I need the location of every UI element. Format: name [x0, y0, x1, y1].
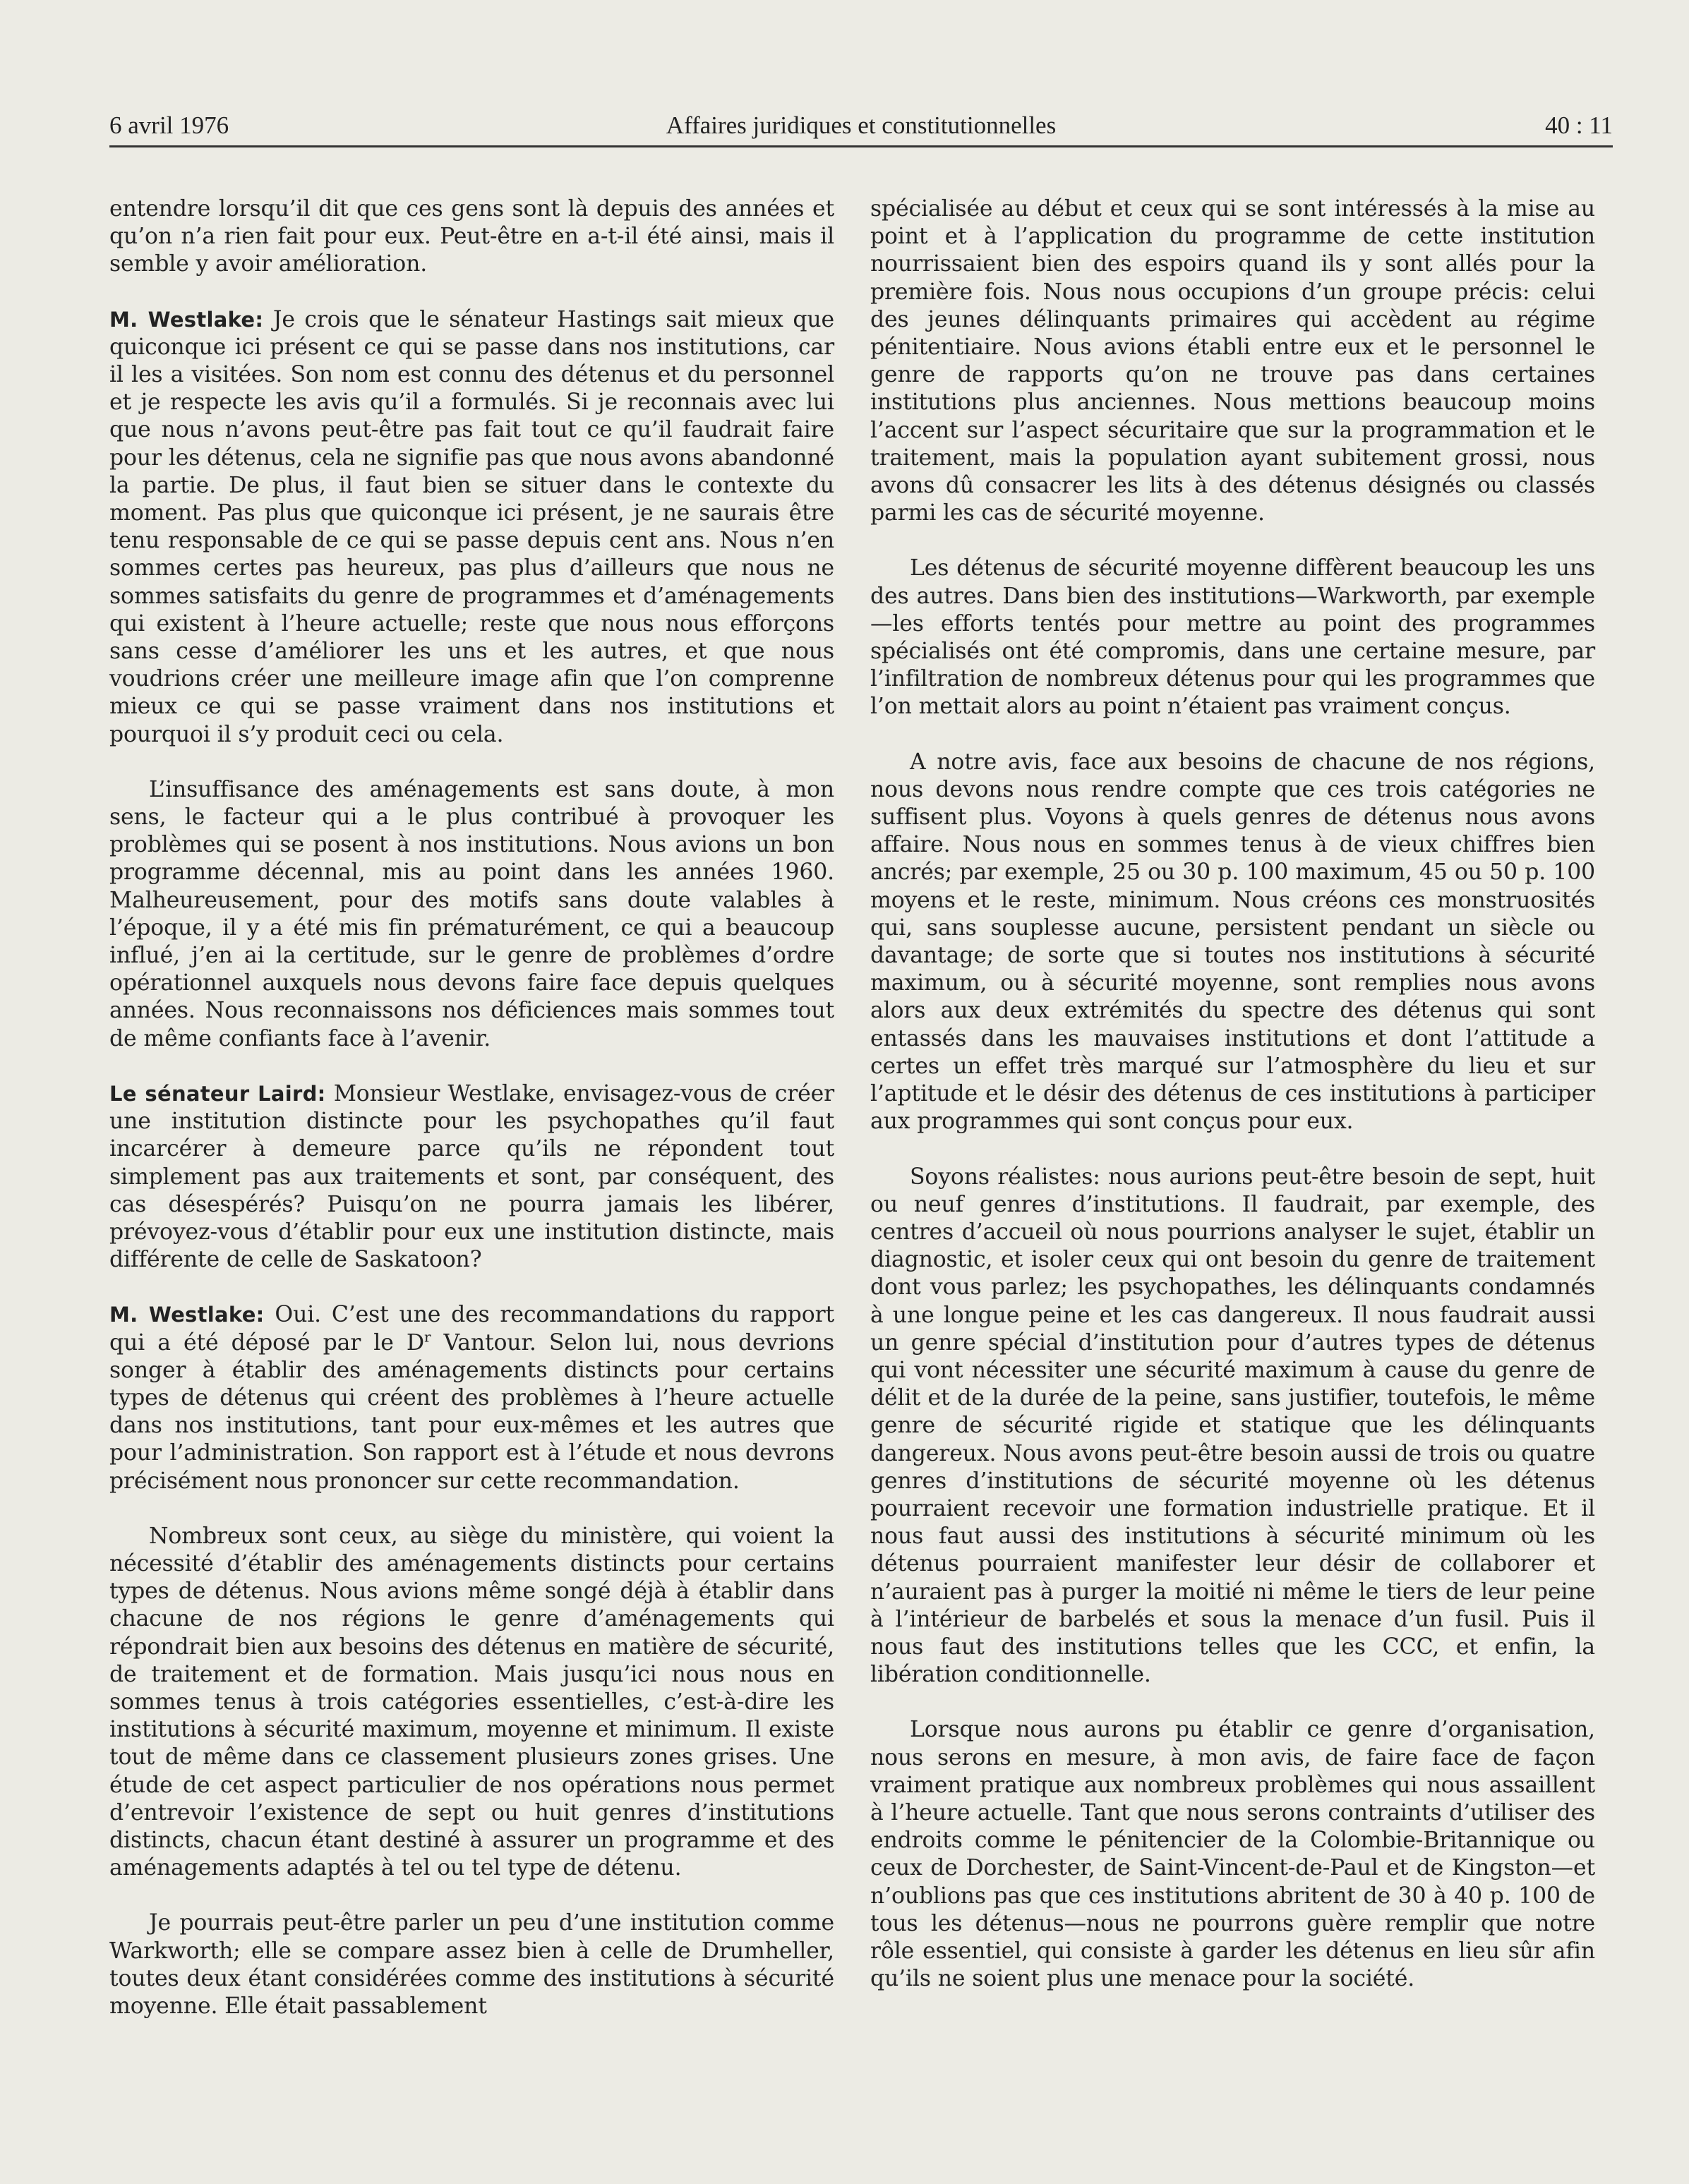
- paragraph: L’insuffisance des aménagements est sans doute, à mon sens, le facteur qui a le plus contribué à provoquer les problèmes qui se posent à nos institutions. Nous avions un bon programme décennal, mis au point dans les années 1960. Malheureusement, pour des motifs sans doute valables à l’époque, il y a été mis fin prématurément, ce qui a beaucoup influé, j’en ai la certitude, sur le genre de problèmes d’ordre opérationnel auxquels nous devons faire face depuis quelques années. Nous reconnaissons nos déficiences mais sommes tout de même confiants face à l’avenir.: [109, 776, 834, 1051]
- speech-text: Je crois que le sénateur Hastings sait mieux que quiconque ici présent ce qui se passe dans nos institutions, car il les a visitées. Son nom est connu des détenus et du personnel et je respecte les avis qu’il a formulés. Si je reconnais avec lui que nous n’avons peut-être pas fait tout ce qu’il faudrait faire pour les détenus, cela ne signifie pas que nous avons abandonné la partie. De plus, il faut bien se situer dans le contexte du moment. Pas plus que quiconque ici présent, je ne saurais être tenu responsable de ce qui se passe depuis cent ans. Nous n’en sommes certes pas heureux, pas plus d’ailleurs que nous ne sommes satisfaits du genre de programmes et d’aménagements qui existent à l’heure actuelle; reste que nous nous efforçons sans cesse d’améliorer les uns et les autres, et que nous voudrions créer une meilleure image afin que l’on comprenne mieux ce qui se passe vraiment dans nos institutions et pourquoi il s’y produit ceci ou cela.: [109, 306, 834, 747]
- paragraph: Les détenus de sécurité moyenne diffèrent beaucoup les uns des autres. Dans bien des institutions—Warkworth, par exemple—les efforts tentés pour mettre au point des programmes spécialisés ont été compromis, dans une certaine mesure, par l’infiltration de nombreux détenus pour qui les programmes que l’on mettait alors au point n’étaient pas vraiment conçus.: [870, 555, 1595, 720]
- superscript: r: [423, 1328, 431, 1346]
- speech-paragraph: [109, 306, 834, 749]
- paragraph: entendre lorsqu’il dit que ces gens sont là depuis des années et qu’on n’a rien fait pour eux. Peut-être en a-t-il été ainsi, mais il semble y avoir amélioration.: [109, 196, 834, 277]
- speech-paragraph: [109, 1080, 834, 1274]
- paragraph: spécialisée au début et ceux qui se sont intéressés à la mise au point et à l’application du programme de cette institution nourrissaient bien des espoirs quand ils y sont allés pour la première fois. Nous nous occupions d’un groupe précis: celui des jeunes délinquants primaires qui accèdent au régime pénitentiaire. Nous avions établi entre eux et le personnel le genre de rapports qu’on ne trouve pas dans certaines institutions plus anciennes. Nous mettions beaucoup moins l’accent sur l’aspect sécuritaire que sur la programmation et le traitement, mais la population ayant subitement grossi, nous avons dû consacrer les lits à des détenus désignés ou classés parmi les cas de sécurité moyenne.: [870, 196, 1595, 526]
- header-date: 6 avril 1976: [109, 111, 229, 139]
- speech-text: Monsieur Westlake, envisagez-vous de créer une institution distincte pour les psychopathes qu’il faut incarcérer à demeure parce qu’ils ne répondent tout simplement pas aux traitements et sont, par conséquent, des cas désespérés? Puisqu’on ne pourra jamais les libérer, prévoyez-vous d’établir pour eux une institution distincte, mais différente de celle de Saskatoon?: [109, 1080, 834, 1273]
- header-page-number: 40 : 11: [1545, 111, 1613, 139]
- speech-paragraph: [109, 1301, 834, 1495]
- running-header: [109, 111, 1613, 147]
- speaker-name: Le sénateur Laird:: [109, 1081, 326, 1106]
- speech-text: Oui. C’est une des recommandations du rapport qui a été déposé par le D: [109, 1302, 834, 1356]
- paragraph: Je pourrais peut-être parler un peu d’une institution comme Warkworth; elle se compare assez bien à celle de Drumheller, toutes deux étant considérées comme des institutions à sécurité moyenne. Elle était passablement: [109, 1910, 834, 2019]
- paragraph: Soyons réalistes: nous aurions peut-être besoin de sept, huit ou neuf genres d’institutions. Il faudrait, par exemple, des centres d’accueil où nous pourrions analyser le sujet, établir un diagnostic, et isoler ceux qui ont besoin du genre de traitement dont vous parlez; les psychopathes, les délinquants condamnés à une longue peine et les cas dangereux. Il nous faudrait aussi un genre spécial d’institution pour d’autres types de détenus qui vont nécessiter une sécurité maximum à cause du genre de délit et de la durée de la peine, sans justifier, toutefois, le même genre de sécurité rigide et statique que les délinquants dangereux. Nous avons peut-être besoin aussi de trois ou quatre genres d’institutions de sécurité moyenne où les détenus pourraient recevoir une formation industrielle pratique. Et il nous faut aussi des institutions à sécurité minimum où les détenus pourraient manifester leur désir de collaborer et n’auraient pas à purger la moitié ni même le tiers de leur peine à l’intérieur de barbelés et sous la menace d’un fusil. Puis il nous faut des institutions telles que les CCC, et enfin, la libération conditionnelle.: [870, 1164, 1595, 1688]
- speech-text-continued: Vantour. Selon lui, nous devrions songer à établir des aménagements distincts pour certains types de détenus qui créent des problèmes à l’heure actuelle dans nos institutions, tant pour eux-mêmes et les autres que pour l’administration. Son rapport est à l’étude et nous devrons précisément nous prononcer sur cette recommandation.: [109, 1329, 834, 1494]
- paragraph: A notre avis, face aux besoins de chacune de nos régions, nous devons nous rendre compte que ces trois catégories ne suffisent plus. Voyons à quels genres de détenus nous avons affaire. Nous nous en sommes tenus à de vieux chiffres bien ancrés; par exemple, 25 ou 30 p. 100 maximum, 45 ou 50 p. 100 moyens et le reste, minimum. Nous créons ces monstruosités qui, sans souplesse aucune, persistent pendant un siècle ou davantage; de sorte que si toutes nos institutions à sécurité maximum, ou à sécurité moyenne, sont remplies nous avons alors aux deux extrémités du spectre des détenus qui sont entassés dans les mauvaises institutions et dont l’attitude a certes un effet très marqué sur l’atmosphère du lieu et sur l’aptitude et le désir des détenus de ces institutions à participer aux programmes qui sont conçus pour eux.: [870, 749, 1595, 1135]
- paragraph: Lorsque nous aurons pu établir ce genre d’organisation, nous serons en mesure, à mon avis, de faire face de façon vraiment pratique aux nombreux problèmes qui nous assaillent à l’heure actuelle. Tant que nous serons contraints d’utiliser des endroits comme le pénitencier de la Colombie-Britannique ou ceux de Dorchester, de Saint-Vincent-de-Paul et de Kingston—et n’oublions pas que ces institutions abritent de 30 à 40 p. 100 de tous les détenus—nous ne pourrons guère remplir que notre rôle essentiel, qui consiste à garder les détenus en lieu sûr afin qu’ils ne soient plus une menace pour la société.: [870, 1717, 1595, 1992]
- speaker-name: M. Westlake:: [109, 1303, 265, 1327]
- right-column: [870, 195, 1595, 2020]
- header-title: Affaires juridiques et constitutionnelles: [666, 111, 1057, 139]
- left-column: [109, 195, 834, 2048]
- paragraph: Nombreux sont ceux, au siège du ministère, qui voient la nécessité d’établir des aménagements distincts pour certains types de détenus. Nous avions même songé déjà à établir dans chacune de nos régions le genre d’aménagements qui répondrait bien aux besoins des détenus en matière de sécurité, de traitement et de formation. Mais jusqu’ici nous nous en sommes tenus à trois catégories essentielles, c’est-à-dire les institutions à sécurité maximum, moyenne et minimum. Il existe tout de même dans ce classement plusieurs zones grises. Une étude de cet aspect particulier de nos opérations nous permet d’entrevoir l’existence de sept ou huit genres d’institutions distincts, chacun étant destiné à assurer un programme et des aménagements adaptés à tel ou tel type de détenu.: [109, 1523, 834, 1881]
- speaker-name: M. Westlake:: [109, 307, 264, 332]
